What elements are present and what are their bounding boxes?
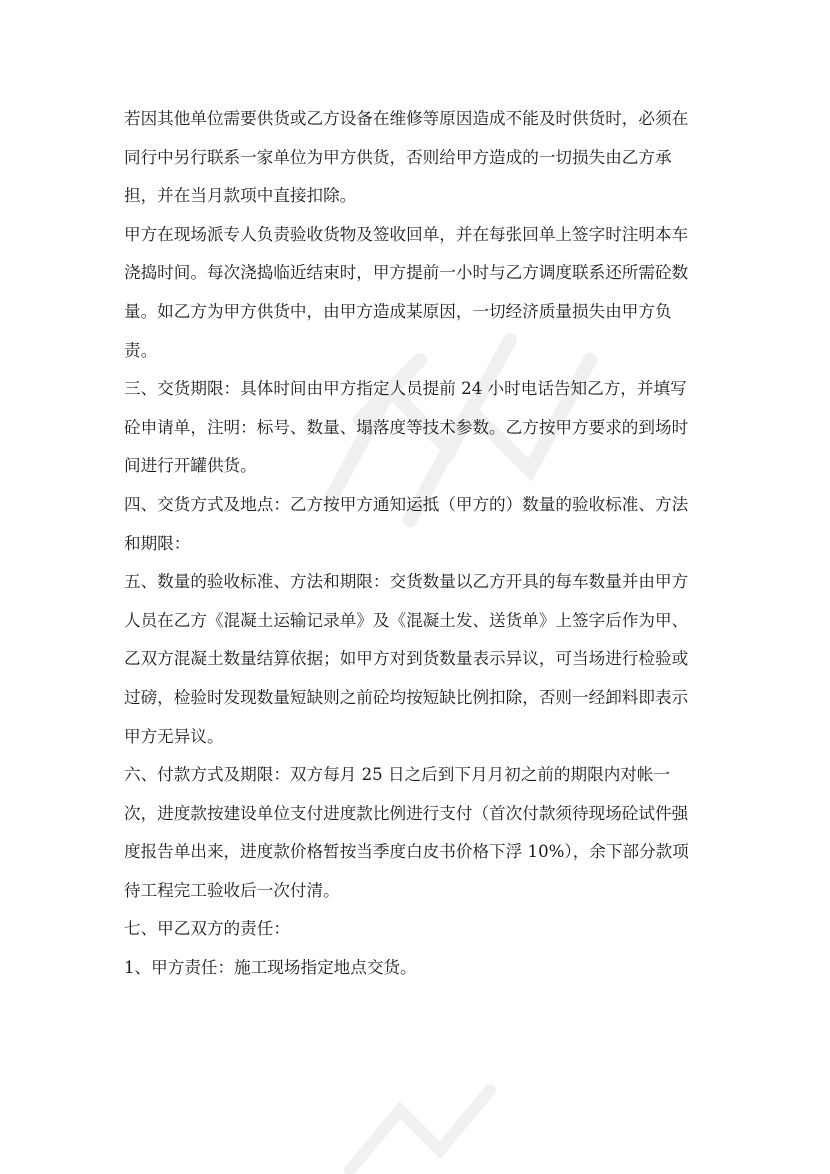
text-line: 过磅，检验时发现数量短缺则之前砼均按短缺比例扣除，否则一经卸料即表示 [124,687,689,707]
text-line: 同行中另行联系一家单位为甲方供货，否则给甲方造成的一切损失由乙方承 [124,147,672,167]
watermark-graphic-bottom [330,1080,530,1174]
paragraph [124,100,708,216]
text-line: 浇捣时间。每次浇捣临近结束时，甲方提前一小时与乙方调度联系还所需砼数 [124,263,689,283]
paragraph-section-4 [124,486,708,563]
text-line: 责。 [124,340,158,360]
text-line: 乙双方混凝土数量结算依据；如甲方对到货数量表示异议，可当场进行检验或 [124,649,689,669]
text-line: 待工程完工验收后一次付清。 [124,880,340,900]
paragraph-section-6 [124,756,708,910]
paragraph-section-5 [124,563,708,756]
text-line: 三、交货期限：具体时间由甲方指定人员提前 24 小时电话告知乙方，并填写 [124,379,687,399]
text-line: 担，并在当月款项中直接扣除。 [124,186,357,206]
text-line: 间进行开罐供货。 [124,456,257,476]
text-line: 甲方在现场派专人负责验收货物及签收回单，并在每张回单上签字时注明本车 [124,224,689,244]
text-line: 若因其他单位需要供货或乙方设备在维修等原因造成不能及时供货时，必须在 [124,109,689,128]
paragraph-section-7 [124,910,708,949]
text-line: 砼申请单，注明：标号、数量、塌落度等技术参数。乙方按甲方要求的到场时 [124,417,689,437]
text-line: 六、付款方式及期限：双方每月 25 日之后到下月月初之前的期限内对帐一 [124,765,671,785]
text-line: 次，进度款按建设单位支付进度款比例进行支付（首次付款须待现场砼试件强 [124,803,689,823]
paragraph [124,216,708,370]
text-line: 和期限： [124,533,191,553]
paragraph-item-1 [124,949,708,988]
text-line: 1、甲方责任：施工现场指定地点交货。 [124,958,417,978]
text-line: 量。如乙方为甲方供货中，由甲方造成某原因，一切经济质量损失由甲方负 [124,301,672,321]
text-line: 人员在乙方《混凝土运输记录单》及《混凝土发、送货单》上签字后作为甲、 [124,610,689,630]
document-body [124,100,708,988]
text-line: 五、数量的验收标准、方法和期限：交货数量以乙方开具的每车数量并由甲方 [124,572,689,592]
section-heading: 七、甲乙双方的责任： [124,919,290,939]
paragraph-section-3 [124,370,708,486]
text-line: 四、交货方式及地点：乙方按甲方通知运抵（甲方的）数量的验收标准、方法 [124,494,689,514]
text-line: 度报告单出来，进度款价格暂按当季度白皮书价格下浮 10%），余下部分款项 [124,842,689,862]
text-line: 甲方无异议。 [124,726,224,746]
